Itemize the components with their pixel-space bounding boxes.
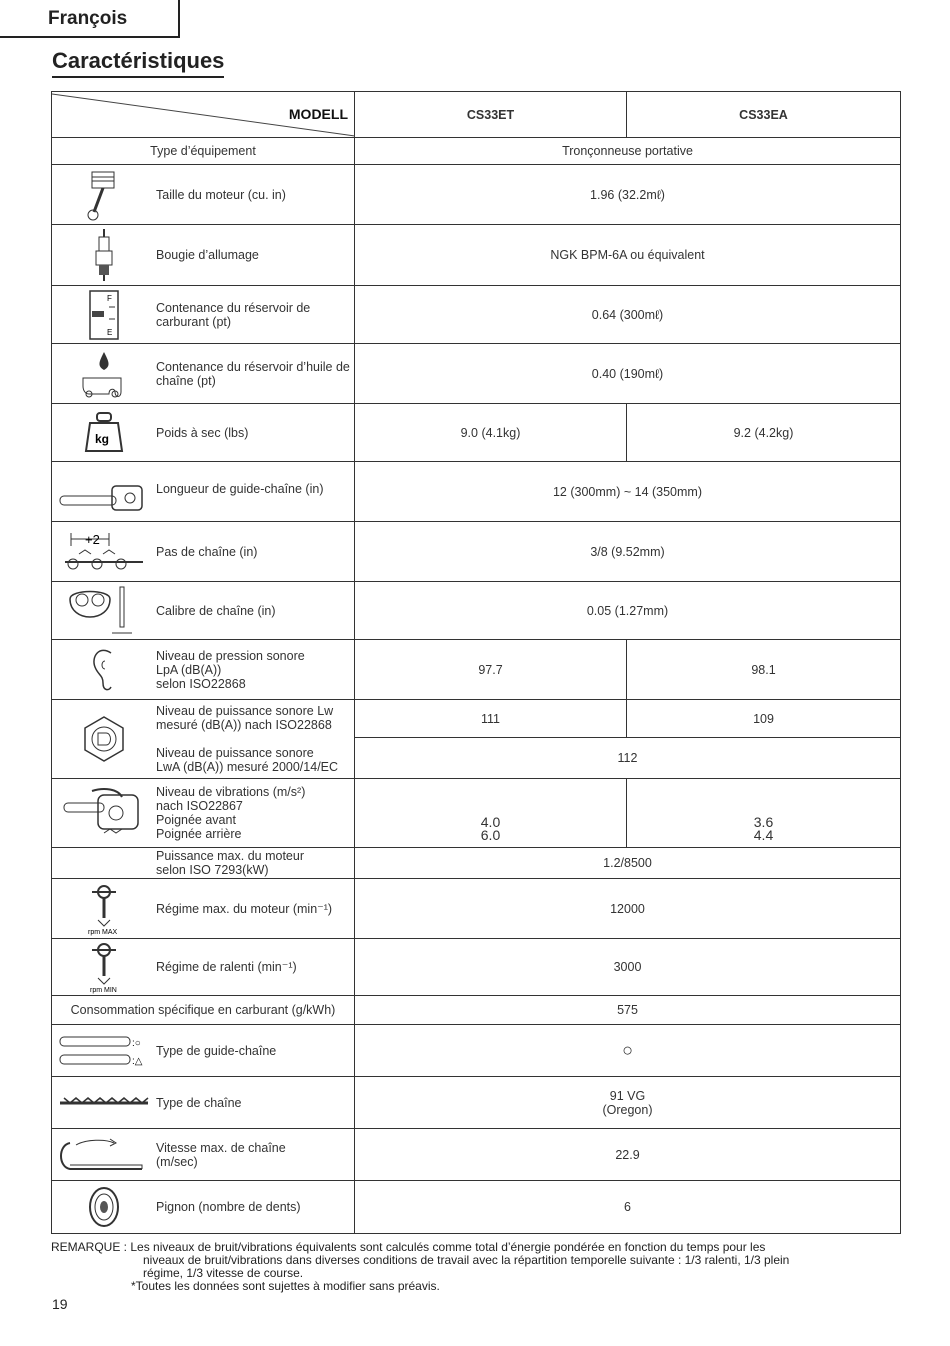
vibration-rear-cs33ea: 4.4: [753, 827, 774, 843]
table-row: [52, 1077, 901, 1129]
vibration-front-cs33et: 4.0: [480, 814, 501, 830]
sound-power-ec-value: 112: [355, 738, 901, 779]
piston-icon: [52, 168, 156, 222]
vibration-cs33ea: [627, 784, 900, 842]
page-title: Caractéristiques: [52, 48, 224, 78]
table-row: [52, 996, 901, 1025]
table-header-row: [52, 92, 901, 138]
fuel-consumption-label: Consommation spécifique en carburant (g/kWh): [52, 996, 355, 1025]
bar-length-value: 12 (300mm) ~ 14 (350mm): [355, 462, 901, 522]
language-tab: [0, 0, 180, 38]
guide-bar-type-label: Type de guide-chaîne: [156, 1043, 277, 1058]
table-row: [52, 462, 901, 522]
sound-pressure-cs33ea: 98.1: [627, 640, 901, 700]
table-row: [52, 1025, 901, 1077]
remarks: [51, 1241, 900, 1293]
fuel-tank-label: Contenance du réservoir de carburant (pt): [156, 300, 311, 329]
sprocket-label: Pignon (nombre de dents): [156, 1200, 301, 1214]
table-row: [52, 779, 901, 848]
remarks-line-3: régime, 1/3 vitesse de course.: [143, 1266, 304, 1280]
chainsaw-bar-icon: [52, 482, 156, 516]
dry-weight-cs33ea: 9.2 (4.2kg): [627, 404, 901, 462]
fuel-gauge-icon: [52, 289, 156, 341]
chain-type-label: Type de chaîne: [156, 1095, 242, 1110]
table-row: [52, 848, 901, 879]
sound-power-ec-label: Niveau de puissance sonore LwA (dB(A)) mesuré 2000/14/EC: [156, 746, 339, 774]
chainsaw-vibration-icon: [52, 785, 156, 841]
max-rpm-label: Régime max. du moteur (min⁻¹): [156, 901, 333, 916]
bar-type-o-caption: :○: [132, 1037, 141, 1049]
table-row: [52, 1181, 901, 1234]
specifications-table: [51, 91, 901, 1234]
remarks-line-4: *Toutes les données sont sujettes à modifier sans préavis.: [131, 1279, 440, 1293]
chain-pitch-icon: [52, 530, 156, 574]
sound-pressure-cs33et: 97.7: [355, 640, 627, 700]
remarks-line-2: niveaux de bruit/vibrations dans diverses conditions de travail avec la répartition temporelle suivante : 1/3 ralenti, 1/3 plein: [143, 1253, 790, 1267]
chain-pitch-value: 3/8 (9.52mm): [355, 522, 901, 582]
spark-plug-value: NGK BPM-6A ou équivalent: [355, 225, 901, 286]
sound-power-labels: [156, 704, 342, 774]
table-row: [52, 640, 901, 700]
bar-type-delta-caption: :△: [132, 1055, 143, 1067]
weight-kg-icon: [52, 411, 156, 455]
oil-tank-label: Contenance du réservoir d’huile de chaîne (pt): [156, 359, 350, 388]
engine-power-value: 1.2/8500: [355, 848, 901, 879]
chain-gauge-value: 0.05 (1.27mm): [355, 582, 901, 640]
chain-type-value: 91 VG (Oregon): [355, 1077, 901, 1129]
vibration-front-cs33ea: 3.6: [753, 814, 774, 830]
sound-power-cs33ea: 109: [627, 700, 901, 738]
vibration-rear-cs33et: 6.0: [480, 827, 501, 843]
chain-gauge-label: Calibre de chaîne (in): [156, 603, 276, 618]
dry-weight-label: Poids à sec (lbs): [156, 425, 249, 440]
oil-tank-value: 0.40 (190mℓ): [355, 344, 901, 404]
sound-power-icon: [52, 714, 156, 764]
saw-chain-icon: [52, 1096, 156, 1110]
modell-label: MODELL: [288, 106, 348, 122]
chain-gauge-icon: [52, 585, 156, 637]
sprocket-value: 6: [355, 1181, 901, 1234]
page-number: 19: [52, 1296, 68, 1312]
fuel-tank-value: 0.64 (300mℓ): [355, 286, 901, 344]
sprocket-icon: [52, 1185, 156, 1229]
rpm-max-caption: rpm MAX: [88, 928, 118, 936]
sound-pressure-label: Niveau de pression sonore LpA (dB(A)) selon ISO22868: [156, 648, 305, 691]
table-row: [52, 1129, 901, 1181]
modell-header-cell: [52, 92, 355, 138]
table-row: [52, 344, 901, 404]
rpm-max-icon: [52, 882, 156, 936]
fuel-consumption-value: 575: [355, 996, 901, 1025]
bar-length-label: Longueur de guide-chaîne (in): [156, 481, 324, 496]
table-row: [52, 700, 901, 738]
chain-pitch-label: Pas de chaîne (in): [156, 544, 258, 559]
engine-power-label: Puissance max. du moteur selon ISO 7293(kW): [156, 849, 304, 877]
guide-bar-type-value: ○: [355, 1025, 901, 1077]
vibration-cs33et: [355, 784, 626, 842]
idle-rpm-value: 3000: [355, 939, 901, 996]
table-row: [52, 582, 901, 640]
max-rpm-value: 12000: [355, 879, 901, 939]
spark-plug-label: Bougie d’allumage: [156, 248, 259, 262]
equipment-type-value: Tronçonneuse portative: [355, 138, 901, 165]
idle-rpm-label: Régime de ralenti (min⁻¹): [156, 960, 297, 974]
engine-size-label: Taille du moteur (cu. in): [156, 187, 286, 202]
pitch-icon-label: +2: [85, 531, 100, 547]
vibration-label: Niveau de vibrations (m/s²) nach ISO22867 Poignée avant Poignée arrière: [156, 785, 306, 841]
table-row: [52, 939, 901, 996]
sound-power-cs33et: 111: [355, 700, 627, 738]
dry-weight-cs33et: 9.0 (4.1kg): [355, 404, 627, 462]
table-row: [52, 522, 901, 582]
chain-speed-value: 22.9: [355, 1129, 901, 1181]
svg-text:kg: kg: [95, 431, 110, 446]
equipment-type-label: Type d’équipement: [52, 138, 355, 165]
language-label: François: [48, 8, 128, 29]
ear-icon: [52, 645, 156, 695]
table-row: [52, 225, 901, 286]
table-row: [52, 138, 901, 165]
rpm-min-caption: rpm MIN: [90, 987, 117, 994]
oil-drop-icon: [52, 348, 156, 400]
engine-size-value: 1.96 (32.2mℓ): [355, 165, 901, 225]
svg-text:F: F: [107, 293, 112, 303]
model-cs33ea-header: CS33EA: [627, 92, 901, 138]
model-cs33et-header: CS33ET: [355, 92, 627, 138]
spark-plug-icon: [52, 227, 156, 283]
chain-speed-icon: [52, 1135, 156, 1175]
table-row: [52, 879, 901, 939]
chain-speed-label: Vitesse max. de chaîne (m/sec): [156, 1140, 286, 1169]
sound-power-label: Niveau de puissance sonore Lw mesuré (dB(A)) nach ISO22868: [156, 704, 334, 732]
svg-text:E: E: [107, 327, 113, 337]
guide-bar-types-icon: [52, 1031, 156, 1071]
remarks-line-1: REMARQUE : Les niveaux de bruit/vibrations équivalents sont calculés comme total d’énergie pondérée en fonction du temps pour les: [51, 1240, 766, 1254]
table-row: [52, 286, 901, 344]
table-row: [52, 165, 901, 225]
rpm-min-icon: [52, 940, 156, 994]
table-row: [52, 404, 901, 462]
